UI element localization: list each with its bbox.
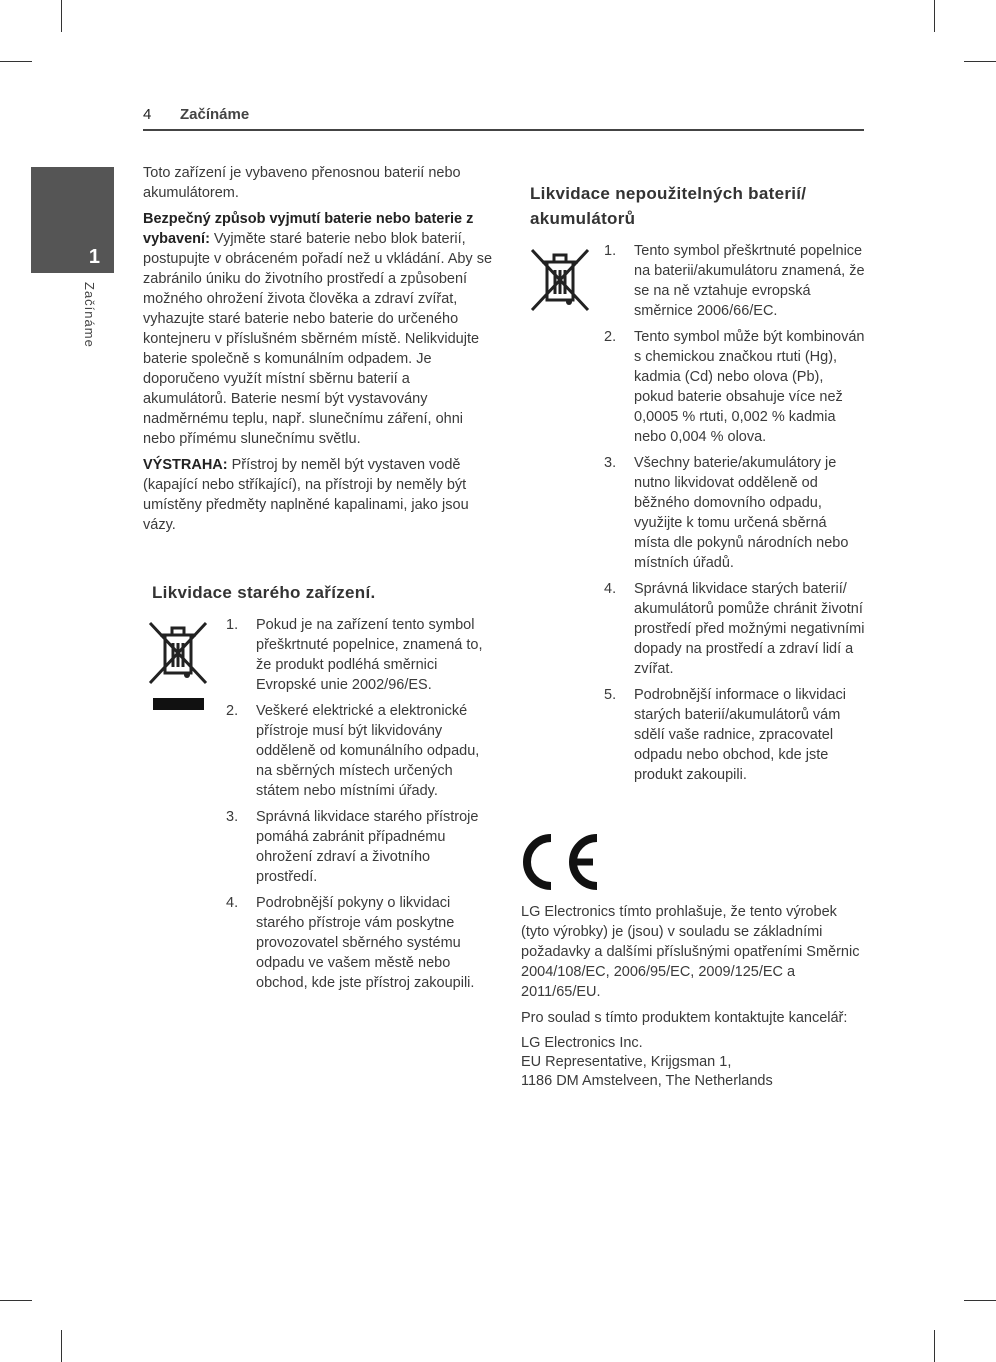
crop-mark <box>964 61 996 62</box>
declaration-text: LG Electronics tímto prohlašuje, že tento výrobek (tyto výrobky) je (jsou) v souladu se základními požadavky a dalšími příslušnými opatřeními Směrnic 2004/108/EC, 2006/95/EC, 2009/125/EC a 2011/65/EU. <box>521 904 860 1000</box>
crop-mark <box>934 1330 935 1362</box>
warning-paragraph <box>143 455 493 535</box>
list-item <box>226 701 486 801</box>
old-device-heading: Likvidace starého zařízení. <box>152 583 376 602</box>
declaration-block <box>521 902 866 1091</box>
chapter-tab-number: 1 <box>88 246 100 268</box>
list-item-number: 4. <box>226 895 239 911</box>
header-rule <box>143 129 864 131</box>
list-item-text: Správná likvidace starého přístroje pomáhá zabránit případnému ohrožení zdraví a životního prostředí. <box>256 809 479 885</box>
list-item <box>226 893 486 993</box>
warning-lead: VÝSTRAHA: <box>143 457 228 473</box>
list-item <box>226 807 486 887</box>
list-item-text: Podrobnější informace o likvidaci starých baterií/akumulátorů vám sdělí vaše radnice, zpracovatel odpadu nebo obchod, kde jste produkt zakoupili. <box>634 687 846 783</box>
list-item-text: Pokud je na zařízení tento symbol přeškrtnuté popelnice, znamená to, že produkt podléhá směrnici Evropské unie 2002/96/ES. <box>256 617 483 693</box>
list-item-text: Tento symbol může být kombinován s chemickou značkou rtuti (Hg), kadmia (Cd) nebo olova (Pb), pokud baterie obsahuje více než 0,0005 % rtuti, 0,002 % kadmia nebo 0,004 % olova. <box>634 329 865 445</box>
page-number: 4 <box>143 106 152 123</box>
list-item-number: 2. <box>226 703 239 719</box>
address-line: 1186 DM Amstelveen, The Netherlands <box>521 1073 773 1089</box>
battery-disposal-heading: Likvidace nepoužitelných baterií/ akumulátorů <box>530 184 807 228</box>
crop-mark <box>934 0 935 32</box>
old-device-list <box>226 615 486 999</box>
list-item-text: Všechny baterie/akumulátory je nutno likvidovat odděleně od běžného domovního odpadu, využijte k tomu určená sběrná místa dle pokynů národních nebo místních úřadů. <box>634 455 849 571</box>
left-column <box>143 163 493 541</box>
list-item <box>226 615 486 695</box>
battery-removal-lead: Bezpečný způsob vyjmutí baterie nebo baterie z vybavení: <box>143 211 474 247</box>
address-line: LG Electronics Inc. <box>521 1035 643 1051</box>
right-column <box>530 181 865 231</box>
crop-mark <box>964 1300 996 1301</box>
list-item-text: Správná likvidace starých baterií/ akumulátorů pomůže chránit životní prostředí před možnými negativními dopady na prostředí a zdraví lidí a zvířat. <box>634 581 865 677</box>
battery-removal-text: Vyjměte staré baterie nebo blok baterií, postupujte v obráceném pořadí než u vkládání. Aby se zabránilo úniku do životního prostředí a způsobení možného ohrožení života člověka a zdraví zvířat, vyhazujte staré baterie nebo baterie do určeného kontejneru v příslušném sběrném místě. Nelikvidujte baterie společně s komunálním odpadem. Je doporučeno využít místní sběrnu baterií a akumulátorů. Baterie nesmí být vystavovány nadměrnému teplu, např. slunečnímu záření, ohni nebo přímému slunečnímu světlu. <box>143 231 493 447</box>
battery-removal-paragraph <box>143 209 493 449</box>
list-item-number: 1. <box>604 243 617 259</box>
list-item-number: 3. <box>226 809 239 825</box>
list-item <box>604 241 866 321</box>
chapter-side-label: Začínáme <box>82 282 97 348</box>
contact-text: Pro soulad s tímto produktem kontaktujte kancelář: <box>521 1010 848 1026</box>
list-item-number: 4. <box>604 581 617 597</box>
list-item-number: 2. <box>604 329 617 345</box>
list-item-text: Tento symbol přeškrtnuté popelnice na baterii/akumulátoru znamená, že se na ně vztahuje evropská směrnice 2006/66/EC. <box>634 243 865 319</box>
crossed-bin-icon <box>148 621 208 713</box>
crop-mark <box>61 0 62 32</box>
warning-text: Přístroj by neměl být vystaven vodě (kapající nebo stříkající), na přístroji by neměly být umístěny předměty naplněné kapalinami, jako jsou vázy. <box>143 457 469 533</box>
list-item <box>604 579 866 679</box>
list-item-text: Podrobnější pokyny o likvidaci starého přístroje vám poskytne provozovatel sběrného systému odpadu ve vašem městě nebo obchod, kde jste přístroj zakoupili. <box>256 895 475 991</box>
list-item-text: Veškeré elektrické a elektronické přístroje musí být likvidovány odděleně od komunálního odpadu, na sběrných místech určených státem nebo místními úřady. <box>256 703 480 799</box>
chapter-tab <box>31 167 114 273</box>
list-item <box>604 453 866 573</box>
battery-disposal-list <box>604 241 866 791</box>
list-item <box>604 327 866 447</box>
list-item-number: 5. <box>604 687 617 703</box>
list-item-number: 3. <box>604 455 617 471</box>
chapter-title: Začínáme <box>180 106 250 123</box>
crop-mark <box>0 61 32 62</box>
address-line: EU Representative, Krijgsman 1, <box>521 1054 732 1070</box>
crop-mark <box>0 1300 32 1301</box>
list-item-number: 1. <box>226 617 239 633</box>
ce-mark-icon <box>521 833 601 891</box>
crossed-battery-bin-icon <box>530 248 590 312</box>
crop-mark <box>61 1330 62 1362</box>
intro-paragraph: Toto zařízení je vybaveno přenosnou baterií nebo akumulátorem. <box>143 165 461 201</box>
list-item <box>604 685 866 785</box>
